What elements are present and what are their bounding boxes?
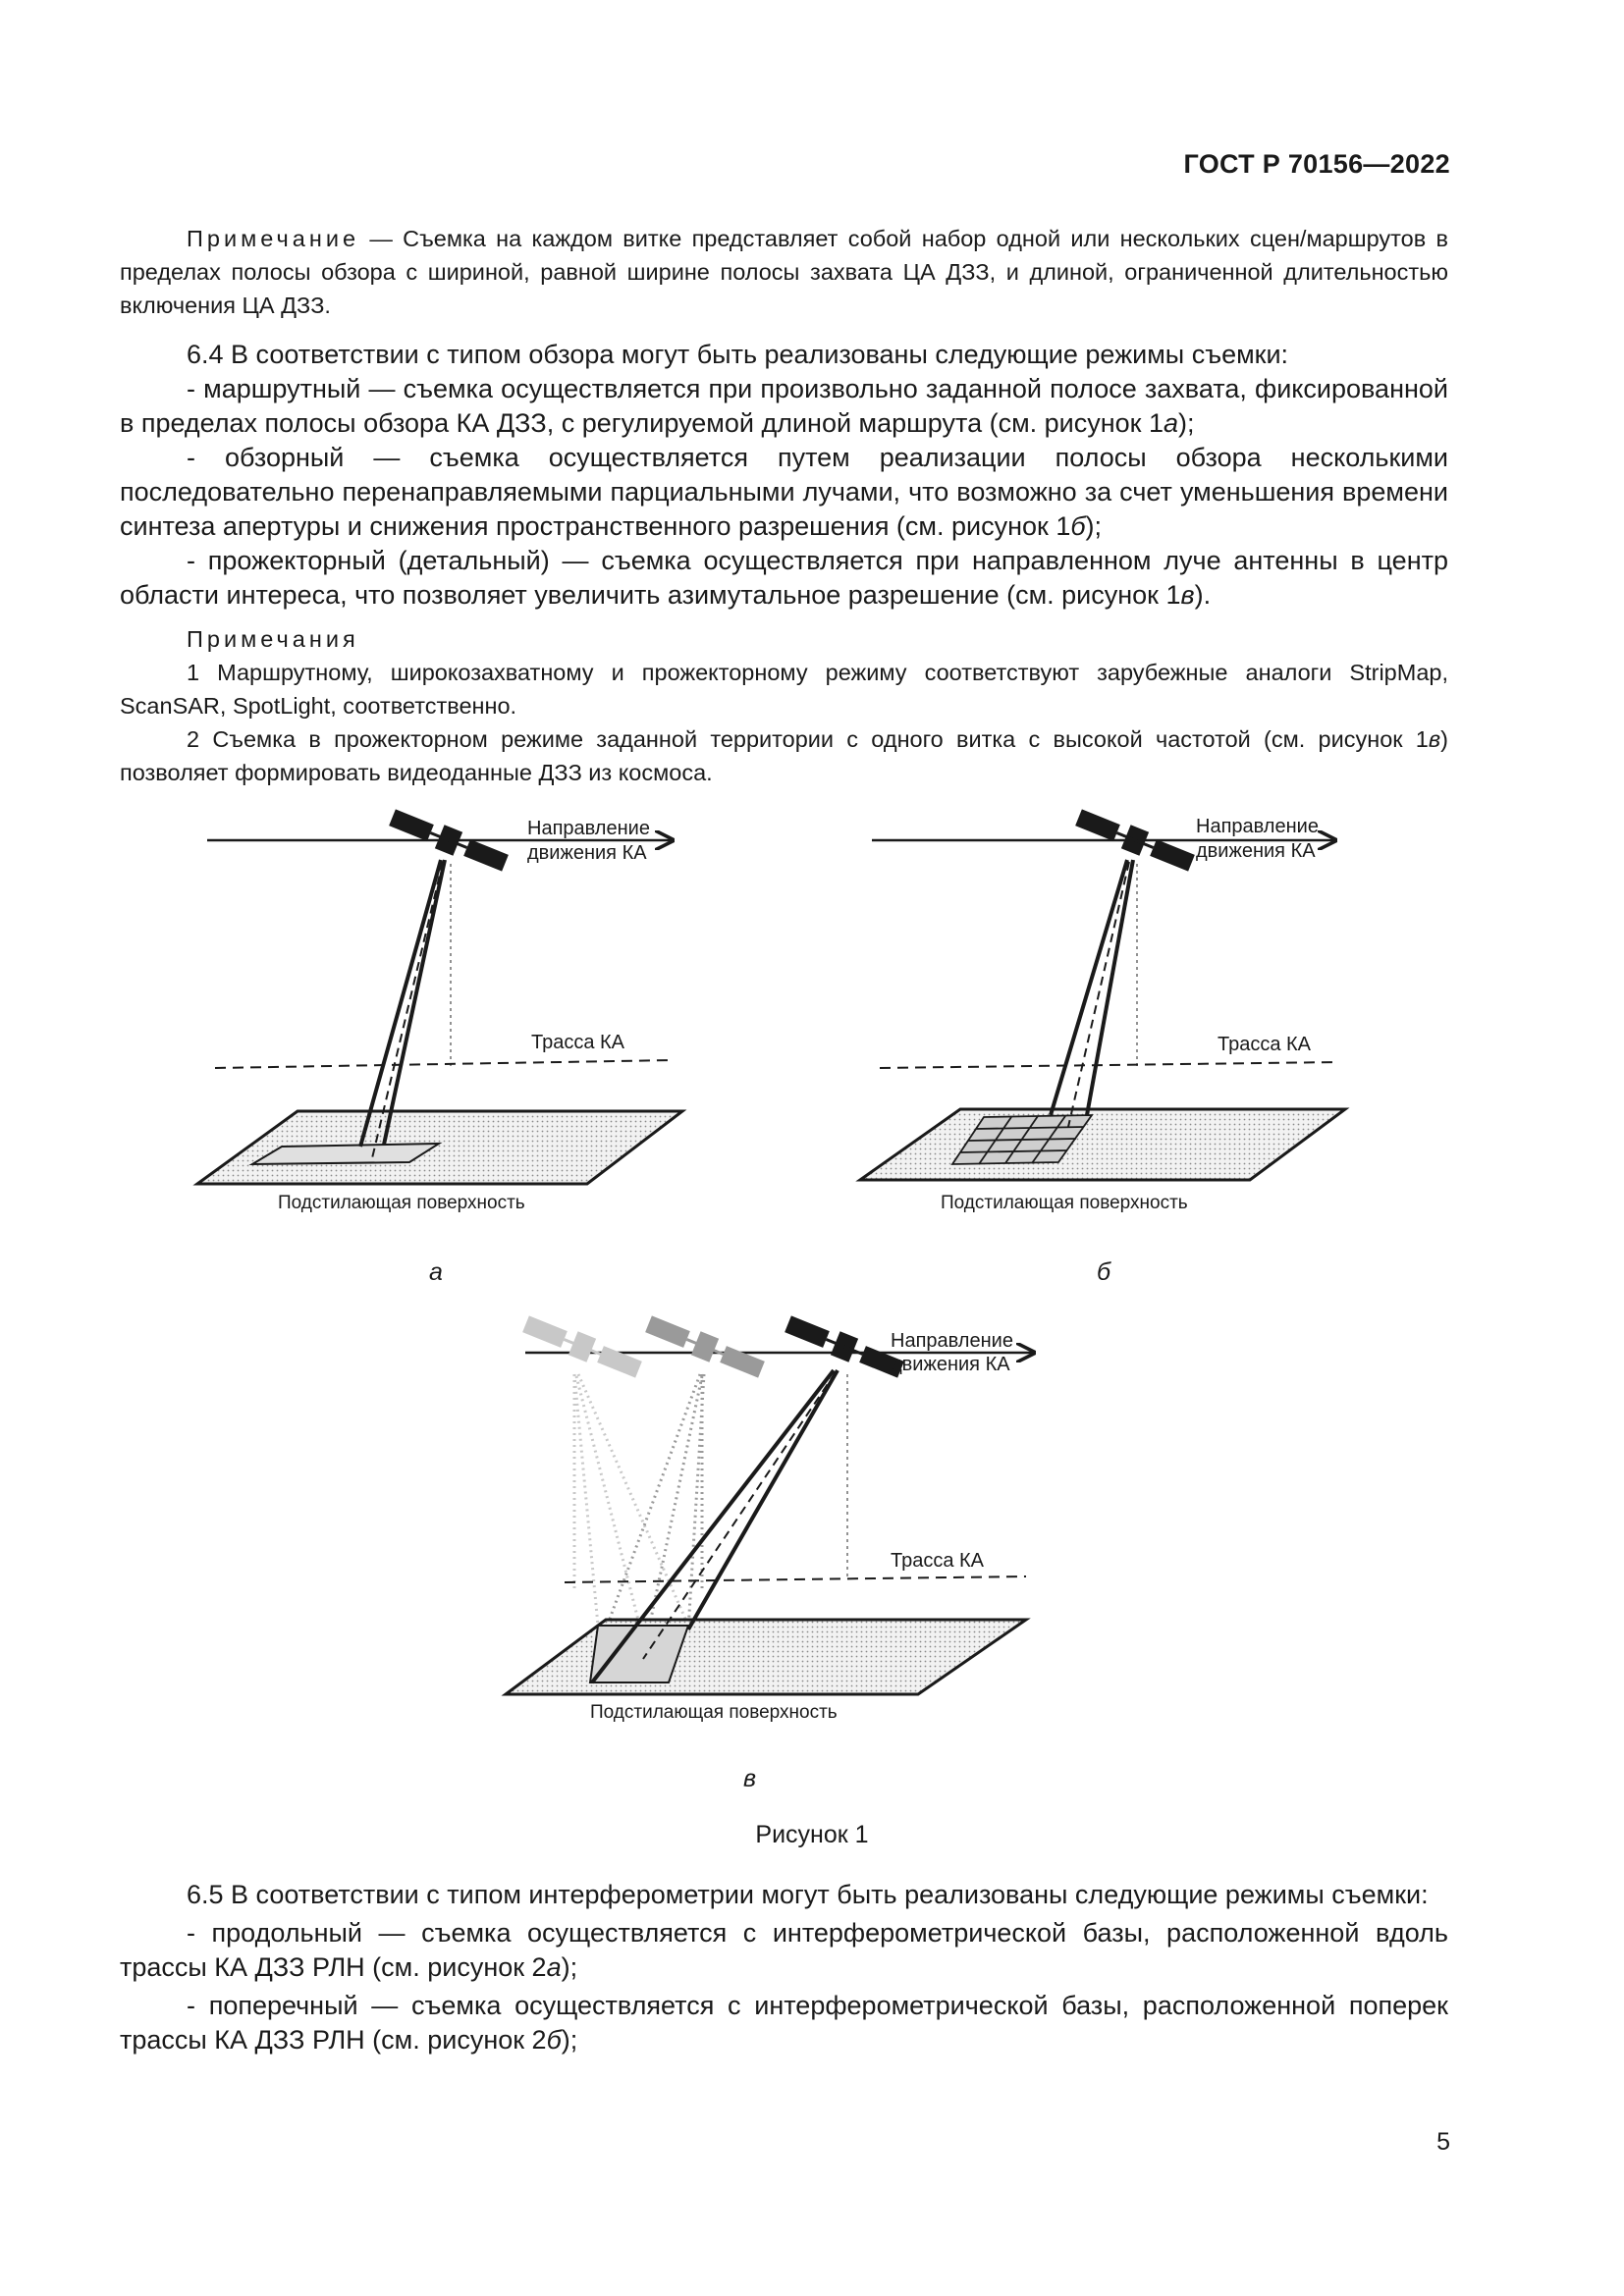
list-item-text: - поперечный — съемка осуществляется с интерферометрической базы, расположенной поперек трассы КА ДЗЗ РЛН (см. рисунок 2 xyxy=(120,1991,1448,2055)
list-item xyxy=(120,1989,1448,2057)
figure-ref: б xyxy=(546,2025,562,2055)
figure-ref: в xyxy=(1180,580,1195,610)
figure-1b xyxy=(854,803,1365,1215)
track-label: Трасса КА xyxy=(891,1550,985,1572)
track-line xyxy=(215,1060,673,1068)
page-number: 5 xyxy=(1436,2128,1450,2156)
list-item xyxy=(120,441,1448,544)
note-item: 1 Маршрутному, широкозахватному и прожекторному режиму соответствуют зарубежные аналоги StripMap, ScanSAR, SpotLight, соответственно. xyxy=(120,660,1448,719)
figure-ref: а xyxy=(1164,408,1179,438)
figure-ref: а xyxy=(546,1952,562,1982)
direction-label-line2: движения КА xyxy=(891,1354,1010,1375)
list-item-tail: ); xyxy=(561,2025,578,2055)
notes-label-line xyxy=(120,622,1448,656)
note-text: — Съемка на каждом витке представляет собой набор одной или нескольких сцен/маршрутов в пределах полосы обзора с шириной, равной ширине полосы захвата ЦА ДЗЗ, и длиной, ограниченной длительностью включения ЦА ДЗЗ. xyxy=(120,226,1448,318)
document-code: ГОСТ Р 70156—2022 xyxy=(1183,149,1450,179)
subfigure-label-b: б xyxy=(1097,1258,1111,1286)
list-item xyxy=(120,372,1448,441)
subfigure-label-a: а xyxy=(429,1258,443,1286)
list-item xyxy=(120,544,1448,613)
ghost-beams-light xyxy=(574,1374,688,1639)
ghost-beams-mid xyxy=(606,1374,704,1637)
section-intro: 6.5 В соответствии с типом интерферометрии могут быть реализованы следующие режимы съемки: xyxy=(187,1880,1429,1909)
surface-label: Подстилающая поверхность xyxy=(278,1193,525,1213)
track-line xyxy=(880,1062,1337,1068)
satellite-icon-ghost-light xyxy=(521,1312,644,1382)
swath-footprint xyxy=(252,1144,439,1164)
note-paragraph xyxy=(120,222,1448,322)
notes-label: Примечания xyxy=(187,626,359,652)
list-item-text: - продольный — съемка осуществляется с интерферометрической базы, расположенной вдоль трассы КА ДЗЗ РЛН (см. рисунок 2 xyxy=(120,1918,1448,1982)
track-line xyxy=(565,1576,1026,1582)
section-6-4 xyxy=(120,338,1448,613)
surface-label: Подстилающая поверхность xyxy=(590,1702,838,1723)
note-label: Примечание xyxy=(187,226,360,251)
surface-plane xyxy=(197,1111,682,1184)
surface-plane xyxy=(506,1620,1026,1694)
direction-label-line1: Направление xyxy=(891,1330,1013,1352)
figure-1c xyxy=(496,1306,1046,1737)
satellite-icon-ghost-mid xyxy=(644,1312,767,1382)
section-intro: 6.4 В соответствии с типом обзора могут быть реализованы следующие режимы съемки: xyxy=(187,340,1289,369)
list-item-tail: ); xyxy=(561,1952,578,1982)
list-item-tail: ). xyxy=(1194,580,1212,610)
surface-label: Подстилающая поверхность xyxy=(941,1193,1188,1213)
surface-plane xyxy=(860,1109,1345,1180)
list-item-tail: ); xyxy=(1178,408,1195,438)
satellite-icon xyxy=(784,1312,906,1382)
direction-label-line1: Направление xyxy=(1196,816,1319,837)
beam-edge xyxy=(1051,860,1127,1115)
direction-label-line2: движения КА xyxy=(1196,840,1316,862)
note-item-tail: ) позволяет формировать видеоданные ДЗЗ из космоса. xyxy=(120,726,1448,785)
beam-axis xyxy=(1068,862,1129,1127)
list-item xyxy=(120,1916,1448,1985)
figure-1a xyxy=(191,805,702,1217)
beam-edge xyxy=(1087,860,1133,1115)
direction-label-line1: Направление xyxy=(527,818,650,839)
beam-edge xyxy=(384,860,445,1145)
note-block xyxy=(120,222,1448,322)
notes-block xyxy=(120,622,1448,789)
list-item-text: - обзорный — съемка осуществляется путем реализации полосы обзора несколькими последовательно перенаправляемыми парциальными лучами, что возможно за счет уменьшения времени синтеза апертуры и снижения пространственного разрешения (см. рисунок 1 xyxy=(120,443,1448,541)
section-6-5 xyxy=(120,1878,1448,2057)
direction-label-line2: движения КА xyxy=(527,842,647,864)
list-item-text: - прожекторный (детальный) — съемка осуществляется при направленном луче антенны в центр области интереса, что позволяет увеличить азимутальное разрешение (см. рисунок 1 xyxy=(120,546,1448,610)
figure-ref: в xyxy=(1428,726,1441,752)
figure-caption: Рисунок 1 xyxy=(755,1821,869,1848)
list-item-tail: ); xyxy=(1085,511,1103,541)
track-label: Трасса КА xyxy=(531,1032,625,1053)
figure-ref: б xyxy=(1070,511,1086,541)
beam-edge xyxy=(688,1370,838,1629)
note-item xyxy=(120,722,1448,789)
note-item-text: 2 Съемка в прожекторном режиме заданной территории с одного витка с высокой частотой (см. рисунок 1 xyxy=(187,726,1429,752)
subfigure-label-c: в xyxy=(743,1765,757,1792)
list-item-text: - маршрутный — съемка осуществляется при произвольно заданной полосе захвата, фиксированной в пределах полосы обзора КА ДЗЗ, с регулируемой длиной маршрута (см. рисунок 1 xyxy=(120,374,1448,438)
track-label: Трасса КА xyxy=(1218,1034,1312,1055)
beam-edge xyxy=(360,860,441,1147)
